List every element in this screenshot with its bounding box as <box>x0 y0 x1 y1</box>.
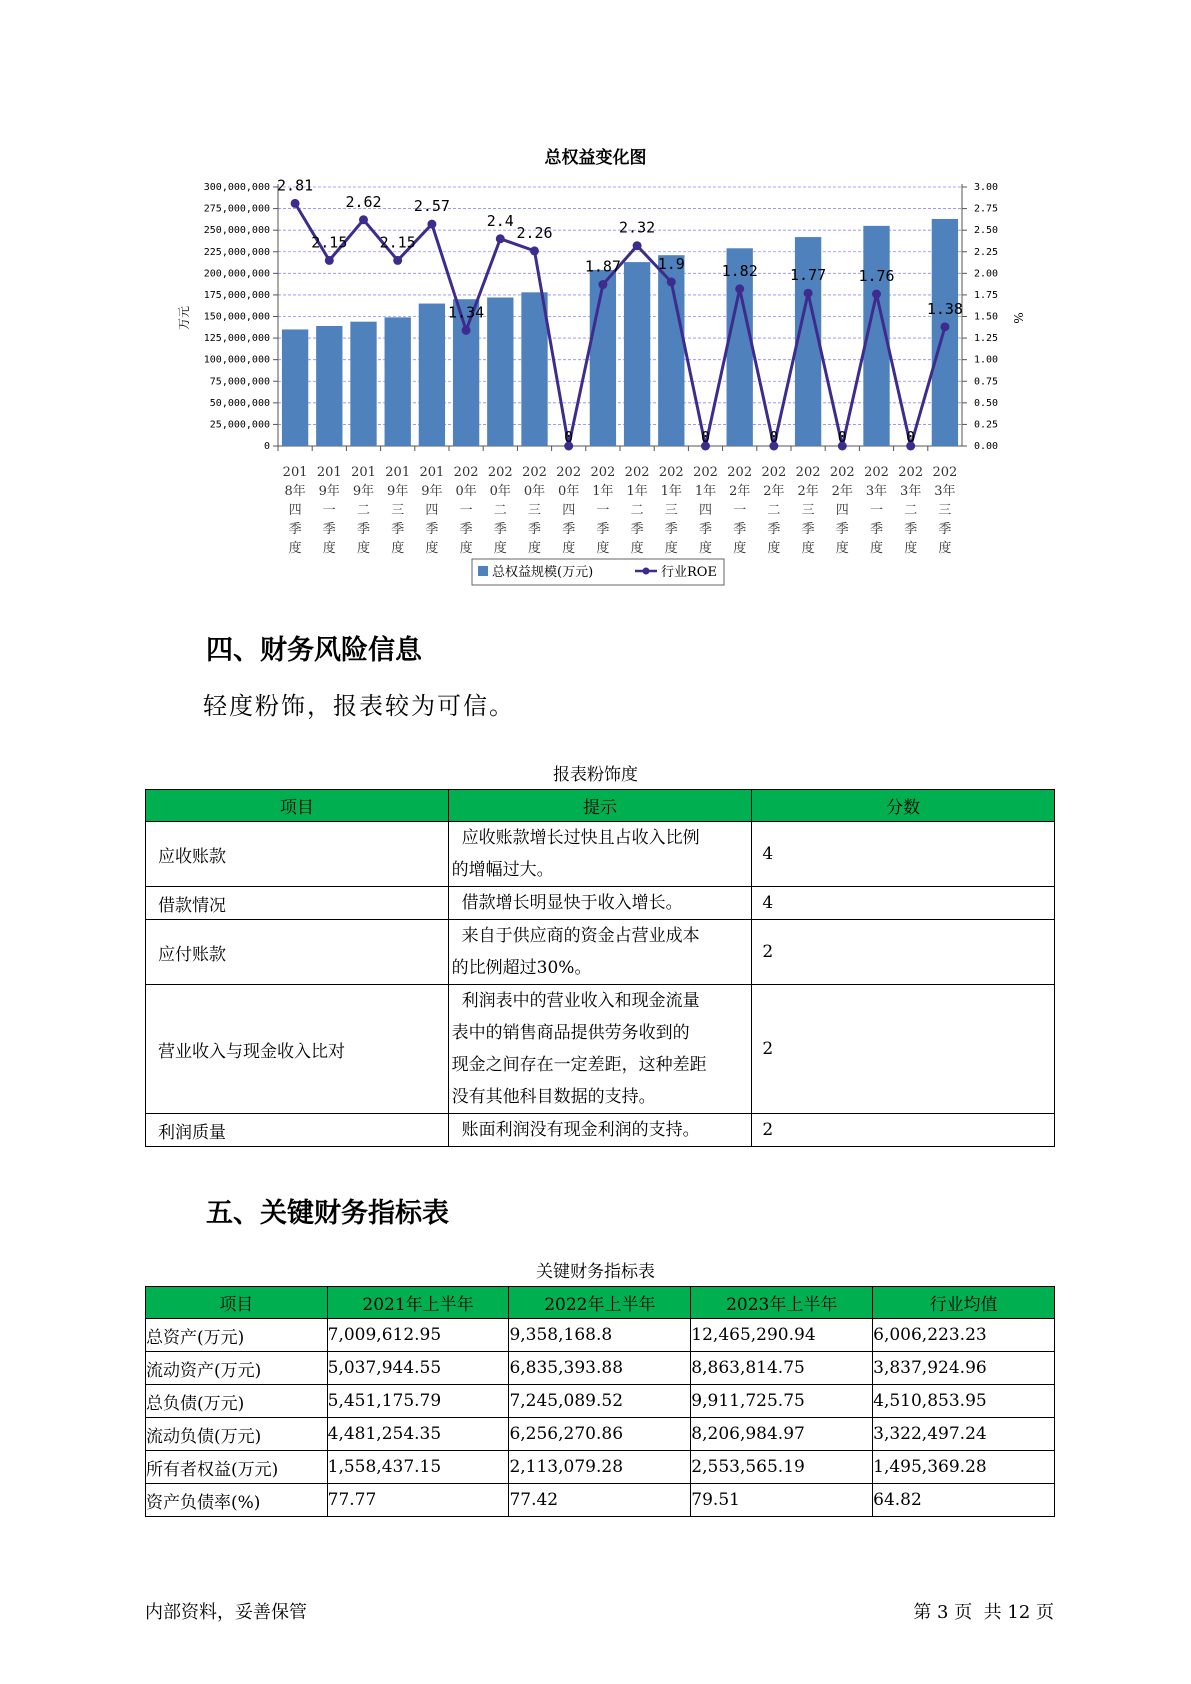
roe-point <box>359 215 368 224</box>
x-tick-label: 3年 <box>865 484 888 499</box>
x-tick-label: 季 <box>869 522 884 537</box>
x-tick-label: 一 <box>322 503 336 518</box>
bar-total-equity <box>487 298 513 446</box>
x-tick-label: 度 <box>459 541 473 556</box>
hint-line: 利润表中的营业收入和现金流量 <box>461 991 700 1011</box>
cell-value: 7,245,089.52 <box>509 1385 691 1418</box>
x-tick-label: 1年 <box>660 484 682 499</box>
x-tick-label: 度 <box>664 541 678 556</box>
hint-line: 来自于供应商的资金占营业成本 <box>461 926 700 946</box>
hint-line: 账面利润没有现金利润的支持。 <box>461 1120 700 1140</box>
x-tick-label: 季 <box>562 522 576 537</box>
header-score: 分数 <box>752 790 1055 822</box>
x-tick-label: 202 <box>932 465 958 480</box>
x-tick-label: 202 <box>898 465 924 480</box>
y-right-tick-label: 2.00 <box>974 268 999 280</box>
row-label: 流动负债(万元) <box>146 1418 328 1451</box>
row-score: 4 <box>752 822 1055 887</box>
hint-line: 现金之间存在一定差距，这种差距 <box>451 1055 707 1075</box>
cell-value: 3,322,497.24 <box>873 1418 1055 1451</box>
x-tick-label: 季 <box>698 522 713 537</box>
cell-value: 8,206,984.97 <box>691 1418 873 1451</box>
cell-value: 77.77 <box>327 1484 509 1517</box>
x-tick-label: 202 <box>453 465 479 480</box>
x-tick-label: 一 <box>869 503 884 518</box>
x-tick-label: 2年 <box>729 484 751 499</box>
header-hint: 提示 <box>448 790 752 822</box>
cell-value: 64.82 <box>873 1484 1055 1517</box>
x-tick-label: 三 <box>664 503 678 518</box>
section-4-title: 四、财务风险信息 <box>206 635 422 666</box>
x-tick-label: 二 <box>904 503 918 518</box>
cell-value: 77.42 <box>509 1484 691 1517</box>
legend-swatch-bar <box>478 566 488 576</box>
y-right-tick-label: 0.25 <box>974 419 999 431</box>
roe-point <box>393 256 402 265</box>
table-row <box>146 1352 1055 1385</box>
roe-data-label: 1.38 <box>926 299 963 318</box>
table-row <box>146 887 1055 920</box>
roe-data-label: 1.82 <box>721 261 758 280</box>
y-right-tick-label: 0.75 <box>974 376 999 388</box>
cell-value: 4,481,254.35 <box>327 1418 509 1451</box>
x-tick-label: 202 <box>693 465 718 480</box>
roe-data-label: 2.32 <box>619 218 656 237</box>
roe-data-label: 2.15 <box>379 233 416 252</box>
x-tick-label: 9年 <box>318 484 340 499</box>
x-tick-label: 202 <box>487 465 513 480</box>
hint-line: 的比例超过30%。 <box>451 958 592 978</box>
roe-data-label: 2.15 <box>311 233 348 252</box>
header-2022h1: 2022年上半年 <box>509 1287 691 1319</box>
cell-value: 1,495,369.28 <box>873 1451 1055 1484</box>
bar-total-equity <box>521 292 547 446</box>
roe-point <box>325 256 334 265</box>
roe-data-label: 2.26 <box>516 223 553 242</box>
roe-data-label: 1.77 <box>790 266 827 285</box>
legend-swatch-point <box>643 568 650 575</box>
x-tick-label: 季 <box>493 522 507 537</box>
footer-page-number: 第 3 页 共 12 页 <box>913 1602 1054 1623</box>
bar-total-equity <box>282 329 308 446</box>
x-tick-label: 度 <box>425 541 439 556</box>
x-tick-label: 202 <box>864 465 889 480</box>
x-tick-label: 9年 <box>352 484 375 499</box>
roe-point <box>735 284 744 293</box>
x-tick-label: 度 <box>288 541 302 556</box>
bar-total-equity <box>419 304 445 446</box>
y-right-tick-label: 2.75 <box>974 203 999 215</box>
table-row <box>146 920 1055 985</box>
roe-data-label: 0 <box>769 428 779 446</box>
cell-value: 6,835,393.88 <box>509 1352 691 1385</box>
roe-point <box>872 290 881 299</box>
roe-data-label: 0 <box>700 428 711 446</box>
x-tick-label: 度 <box>630 541 644 556</box>
header-2021h1: 2021年上半年 <box>327 1287 509 1319</box>
cell-value: 9,358,168.8 <box>509 1319 691 1352</box>
x-tick-label: 度 <box>391 541 405 556</box>
roe-point <box>462 326 471 335</box>
x-tick-label: 201 <box>419 465 445 480</box>
row-item: 应付账款 <box>146 920 449 985</box>
x-tick-label: 度 <box>801 541 815 556</box>
y-right-tick-label: 1.00 <box>974 354 999 366</box>
x-tick-label: 四 <box>698 503 713 518</box>
x-tick-label: 度 <box>767 541 781 556</box>
footer-left: 内部资料，妥善保管 <box>145 1602 307 1623</box>
y-right-tick-label: 1.50 <box>974 311 999 323</box>
cell-value: 1,558,437.15 <box>327 1451 509 1484</box>
y-left-tick-label: 75,000,000 <box>209 376 270 388</box>
x-tick-label: 二 <box>493 503 507 518</box>
roe-point <box>496 234 505 243</box>
y-right-tick-label: 3.00 <box>974 182 999 193</box>
cell-value: 2,113,079.28 <box>509 1451 691 1484</box>
x-tick-label: 9年 <box>421 484 443 499</box>
y-left-tick-label: 175,000,000 <box>203 289 270 301</box>
x-tick-label: 度 <box>322 541 336 556</box>
y-left-tick-label: 300,000,000 <box>203 182 270 193</box>
x-tick-label: 202 <box>727 465 753 480</box>
cell-value: 5,451,175.79 <box>327 1385 509 1418</box>
hint-line: 借款增长明显快于收入增长。 <box>461 893 683 913</box>
roe-data-label: 1.76 <box>858 267 895 286</box>
x-tick-label: 201 <box>316 465 342 480</box>
x-tick-label: 季 <box>630 522 644 537</box>
roe-point <box>598 280 607 289</box>
y-left-tick-label: 100,000,000 <box>203 354 270 366</box>
chart-title: 总权益变化图 <box>544 148 647 168</box>
roe-data-label: 1.87 <box>584 257 621 276</box>
y-right-axis-label: % <box>1011 312 1025 324</box>
y-right-tick-label: 0.50 <box>974 397 999 409</box>
x-tick-label: 202 <box>624 465 650 480</box>
legend-label-bar: 总权益规模(万元) <box>492 565 594 580</box>
x-tick-label: 季 <box>664 522 678 537</box>
cell-value: 5,037,944.55 <box>327 1352 509 1385</box>
x-tick-label: 二 <box>767 503 781 518</box>
row-label: 流动资产(万元) <box>146 1352 328 1385</box>
y-left-tick-label: 150,000,000 <box>203 311 270 323</box>
roe-data-label: 0 <box>906 428 916 446</box>
y-left-tick-label: 0 <box>263 441 270 452</box>
cell-value: 6,256,270.86 <box>509 1418 691 1451</box>
cell-value: 2,553,565.19 <box>691 1451 873 1484</box>
x-tick-label: 季 <box>904 522 918 537</box>
x-tick-label: 1年 <box>694 484 717 499</box>
x-tick-label: 季 <box>767 522 781 537</box>
x-tick-label: 季 <box>322 522 336 537</box>
x-tick-label: 3年 <box>900 484 922 499</box>
table-row <box>146 1319 1055 1352</box>
x-tick-label: 度 <box>869 541 884 556</box>
row-hint <box>448 920 752 985</box>
roe-data-label: 0 <box>564 428 574 446</box>
roe-point <box>667 277 676 286</box>
x-tick-label: 201 <box>282 465 308 480</box>
x-tick-label: 三 <box>391 503 405 518</box>
x-tick-label: 度 <box>493 541 507 556</box>
header-item: 项目 <box>146 790 449 822</box>
roe-point <box>633 241 642 250</box>
row-label: 所有者权益(万元) <box>146 1451 328 1484</box>
x-tick-label: 四 <box>562 503 576 518</box>
x-tick-label: 度 <box>733 541 747 556</box>
bar-total-equity <box>316 326 342 446</box>
table-1-caption: 报表粉饰度 <box>553 765 638 785</box>
roe-point <box>530 246 539 255</box>
x-tick-label: 1年 <box>592 484 614 499</box>
y-right-tick-label: 2.50 <box>974 225 999 237</box>
x-tick-label: 四 <box>835 503 849 518</box>
header-2023h1: 2023年上半年 <box>691 1287 873 1319</box>
cell-value: 7,009,612.95 <box>327 1319 509 1352</box>
y-left-tick-label: 275,000,000 <box>203 203 270 215</box>
x-tick-label: 202 <box>556 465 582 480</box>
legend-label-line: 行业ROE <box>661 565 717 580</box>
x-tick-label: 度 <box>596 541 610 556</box>
y-left-tick-label: 250,000,000 <box>203 225 270 237</box>
y-left-tick-label: 50,000,000 <box>209 397 270 409</box>
roe-point <box>940 322 949 331</box>
table-2-caption: 关键财务指标表 <box>536 1262 655 1282</box>
table-row <box>146 1385 1055 1418</box>
cell-value: 4,510,853.95 <box>873 1385 1055 1418</box>
cell-value: 8,863,814.75 <box>691 1352 873 1385</box>
hint-line: 的增幅过大。 <box>451 860 554 880</box>
table-row <box>146 822 1055 887</box>
y-left-tick-label: 125,000,000 <box>203 333 270 345</box>
x-tick-label: 一 <box>733 503 747 518</box>
x-tick-label: 2年 <box>831 484 853 499</box>
equity-roe-chart <box>0 0 1191 600</box>
cell-value: 3,837,924.96 <box>873 1352 1055 1385</box>
y-left-tick-label: 200,000,000 <box>203 268 270 280</box>
table-row <box>146 1451 1055 1484</box>
x-tick-label: 202 <box>522 465 547 480</box>
section-5-title: 五、关键财务指标表 <box>206 1198 449 1229</box>
x-tick-label: 202 <box>590 465 616 480</box>
bar-total-equity <box>624 262 650 446</box>
roe-data-label: 1.34 <box>448 303 485 322</box>
x-tick-label: 9年 <box>387 484 409 499</box>
x-tick-label: 8年 <box>284 484 306 499</box>
x-tick-label: 季 <box>733 522 747 537</box>
x-tick-label: 季 <box>391 522 405 537</box>
y-right-tick-label: 0.00 <box>974 441 999 452</box>
x-tick-label: 季 <box>356 522 371 537</box>
roe-data-label: 1.9 <box>657 254 685 273</box>
row-score: 4 <box>752 887 1055 920</box>
hint-line: 应收账款增长过快且占收入比例 <box>461 828 700 848</box>
y-left-tick-label: 225,000,000 <box>203 246 270 258</box>
x-tick-label: 度 <box>698 541 713 556</box>
roe-data-label: 2.57 <box>413 197 450 216</box>
roe-point <box>291 199 300 208</box>
x-tick-label: 季 <box>801 522 815 537</box>
roe-point <box>804 289 813 298</box>
x-tick-label: 四 <box>425 503 439 518</box>
row-label: 资产负债率(%) <box>146 1484 328 1517</box>
x-tick-label: 1年 <box>626 484 648 499</box>
cell-value: 79.51 <box>691 1484 873 1517</box>
x-tick-label: 三 <box>938 503 952 518</box>
table-row <box>146 1114 1055 1147</box>
header-item: 项目 <box>146 1287 328 1319</box>
bar-total-equity <box>350 322 376 446</box>
x-tick-label: 度 <box>904 541 918 556</box>
x-tick-label: 201 <box>385 465 411 480</box>
table-row <box>146 985 1055 1114</box>
x-tick-label: 一 <box>596 503 610 518</box>
x-tick-label: 2年 <box>763 484 785 499</box>
x-tick-label: 度 <box>562 541 576 556</box>
roe-data-label: 2.81 <box>277 176 314 195</box>
x-tick-label: 2年 <box>797 484 819 499</box>
x-tick-label: 季 <box>938 522 952 537</box>
x-tick-label: 二 <box>630 503 644 518</box>
x-tick-label: 季 <box>527 522 542 537</box>
x-tick-label: 0年 <box>558 484 580 499</box>
x-tick-label: 0年 <box>489 484 511 499</box>
cell-value: 6,006,223.23 <box>873 1319 1055 1352</box>
whitewash-table <box>145 789 1055 1147</box>
x-tick-label: 202 <box>795 465 821 480</box>
row-score: 2 <box>752 1114 1055 1147</box>
x-tick-label: 度 <box>938 541 952 556</box>
cell-value: 9,911,725.75 <box>691 1385 873 1418</box>
x-tick-label: 度 <box>527 541 542 556</box>
x-tick-label: 二 <box>356 503 371 518</box>
x-tick-label: 度 <box>356 541 371 556</box>
bar-total-equity <box>932 219 958 446</box>
key-indicators-table <box>145 1286 1055 1517</box>
x-tick-label: 季 <box>288 522 302 537</box>
roe-data-label: 0 <box>837 428 847 446</box>
x-tick-label: 三 <box>801 503 815 518</box>
header-industry-avg: 行业均值 <box>873 1287 1055 1319</box>
row-label: 总负债(万元) <box>146 1385 328 1418</box>
row-score: 2 <box>752 920 1055 985</box>
roe-data-label: 2.62 <box>345 192 382 211</box>
bar-total-equity <box>590 270 616 446</box>
row-item: 营业收入与现金收入比对 <box>146 985 449 1114</box>
x-tick-label: 201 <box>351 465 376 480</box>
row-item: 应收账款 <box>146 822 449 887</box>
y-right-tick-label: 1.75 <box>974 289 999 301</box>
row-label: 总资产(万元) <box>146 1319 328 1352</box>
x-tick-label: 202 <box>761 465 787 480</box>
x-tick-label: 一 <box>459 503 473 518</box>
y-right-tick-label: 1.25 <box>974 333 999 345</box>
section-4-text: 轻度粉饰，报表较为可信。 <box>203 692 515 720</box>
row-score: 2 <box>752 985 1055 1114</box>
row-hint <box>448 887 752 920</box>
hint-line: 表中的销售商品提供劳务收到的 <box>451 1023 690 1043</box>
x-tick-label: 0年 <box>455 484 477 499</box>
row-hint <box>448 822 752 887</box>
hint-line: 没有其他科目数据的支持。 <box>451 1087 656 1107</box>
x-tick-label: 0年 <box>523 484 546 499</box>
y-left-tick-label: 25,000,000 <box>209 419 270 431</box>
x-tick-label: 202 <box>829 465 855 480</box>
x-tick-label: 度 <box>835 541 849 556</box>
y-left-axis-label: 万元 <box>177 305 191 331</box>
x-tick-label: 三 <box>527 503 542 518</box>
y-right-tick-label: 2.25 <box>974 246 999 258</box>
x-tick-label: 季 <box>459 522 473 537</box>
table-row <box>146 1418 1055 1451</box>
bar-total-equity <box>385 317 411 446</box>
x-tick-label: 季 <box>425 522 439 537</box>
x-tick-label: 季 <box>596 522 610 537</box>
x-tick-label: 四 <box>288 503 302 518</box>
x-tick-label: 季 <box>835 522 849 537</box>
row-hint <box>448 1114 752 1147</box>
roe-data-label: 2.4 <box>486 211 514 230</box>
roe-point <box>427 220 436 229</box>
x-tick-label: 202 <box>658 465 684 480</box>
table-row <box>146 1484 1055 1517</box>
cell-value: 12,465,290.94 <box>691 1319 873 1352</box>
row-hint <box>448 985 752 1114</box>
x-tick-label: 3年 <box>934 484 956 499</box>
row-item: 利润质量 <box>146 1114 449 1147</box>
row-item: 借款情况 <box>146 887 449 920</box>
